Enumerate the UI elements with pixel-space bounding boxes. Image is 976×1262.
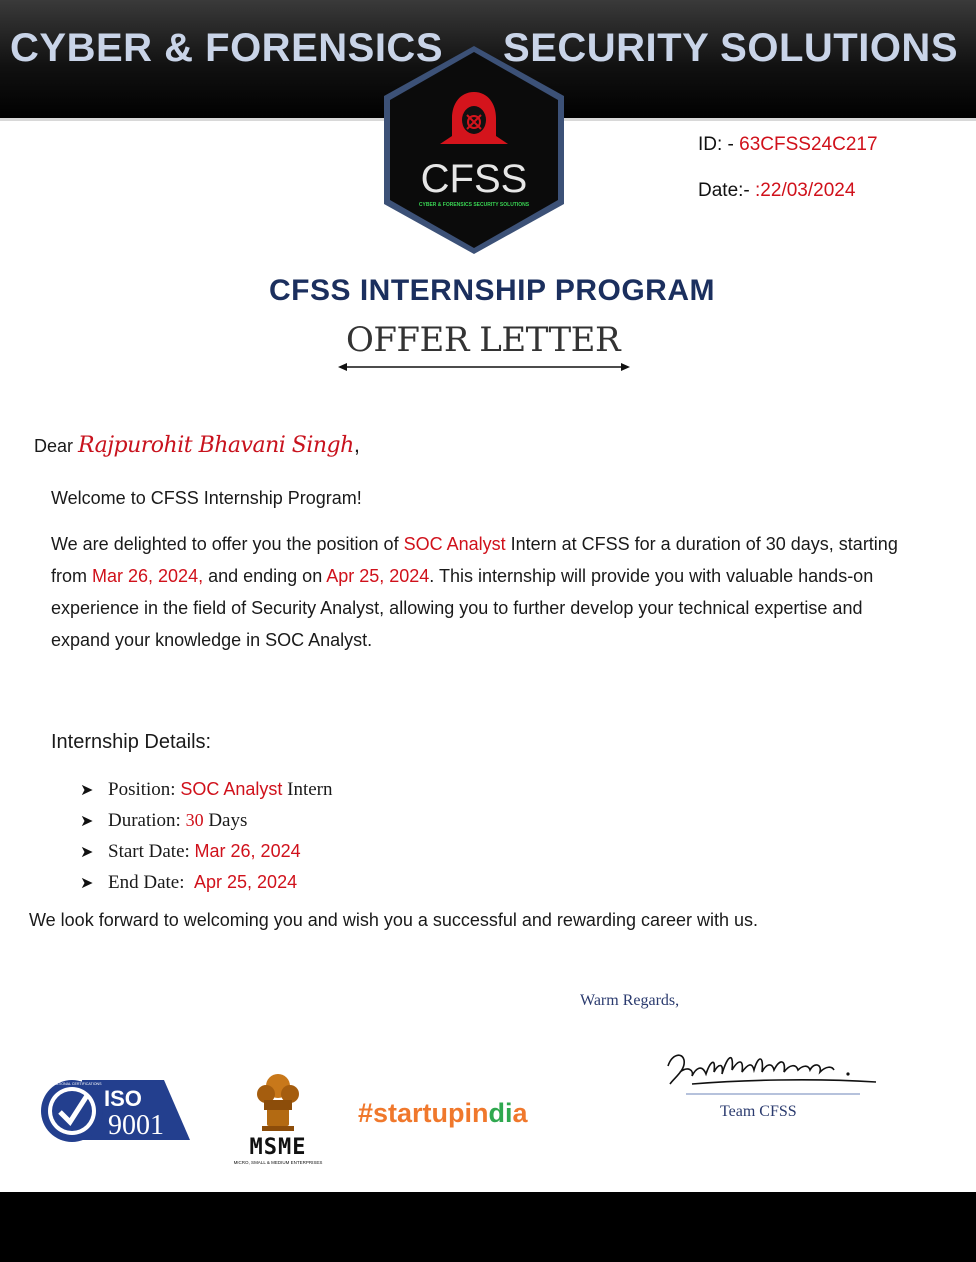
offer-letter-heading: OFFER LETTER: [345, 320, 621, 360]
team-signoff: Team CFSS: [720, 1103, 797, 1120]
svg-text:9001: 9001: [108, 1110, 164, 1141]
national-emblem-icon: [257, 1074, 299, 1131]
header-right-title: SECURITY SOLUTIONS: [503, 26, 958, 70]
closing-line: We look forward to welcoming you and wish you a successful and rewarding career with us.: [29, 910, 759, 930]
iso-9001-badge: [40, 1078, 192, 1144]
detail-item: ➤ Position: SOC Analyst Intern: [80, 774, 333, 805]
arrow-bullet-icon: ➤: [80, 813, 94, 830]
details-heading: Internship Details:: [51, 731, 212, 753]
logo-wordmark: CFSS: [420, 157, 528, 201]
position-highlight: SOC Analyst: [403, 534, 506, 554]
detail-item: ➤ Duration: 30 Days: [80, 805, 333, 836]
cfss-logo: [380, 44, 568, 256]
offer-paragraph: We are delighted to offer you the position of SOC Analyst Intern at CFSS for a duration of 30 days, starting from Mar 26, 2024, and ending on Apr 25, 2024. This internship will provide you with valuable hands-on experience in the field of Security Analyst, allowing you to further develop your technical expertise and expand your knowledge in SOC Analyst.: [51, 534, 898, 650]
msme-badge: [226, 1064, 330, 1176]
svg-text:MSME: MSME: [249, 1135, 307, 1160]
detail-item: ➤ Start Date: Mar 26, 2024: [80, 836, 333, 867]
svg-text:MICRO, SMALL & MEDIUM ENTERPRI: MICRO, SMALL & MEDIUM ENTERPRISES: [233, 1160, 323, 1165]
arrow-bullet-icon: ➤: [80, 844, 94, 861]
svg-text:INTERNATIONAL CERTIFICATIONS: INTERNATIONAL CERTIFICATIONS: [42, 1082, 102, 1086]
arrow-bullet-icon: ➤: [80, 782, 94, 799]
svg-text:ISO: ISO: [104, 1086, 142, 1111]
signature: [662, 1044, 884, 1096]
logo-tagline: CYBER & FORENSICS SECURITY SOLUTIONS: [418, 202, 530, 208]
startup-india-badge: #startupindia: [358, 1098, 528, 1128]
recipient-name: Rajpurohit Bhavani Singh: [78, 433, 354, 458]
document-id-value: 63CFSS24C217: [739, 134, 878, 155]
start-date-highlight: Mar 26, 2024,: [92, 566, 204, 586]
details-list: [80, 774, 333, 898]
document-date-value: :22/03/2024: [755, 180, 856, 201]
end-date-highlight: Apr 25, 2024: [326, 566, 430, 586]
warm-regards: Warm Regards,: [580, 992, 680, 1009]
header-left-title: CYBER & FORENSICS: [10, 26, 443, 70]
greeting: Dear Rajpurohit Bhavani Singh,: [34, 432, 360, 458]
arrow-bullet-icon: ➤: [80, 875, 94, 892]
detail-item: ➤ End Date: Apr 25, 2024: [80, 867, 333, 898]
document-date: Date:- :22/03/2024: [698, 180, 856, 201]
program-title: CFSS INTERNSHIP PROGRAM: [269, 274, 715, 307]
welcome-line: Welcome to CFSS Internship Program!: [51, 488, 362, 508]
document-id: ID: - 63CFSS24C217: [698, 134, 878, 155]
footer-bar: [0, 1192, 976, 1262]
double-arrow-divider: [338, 360, 630, 374]
